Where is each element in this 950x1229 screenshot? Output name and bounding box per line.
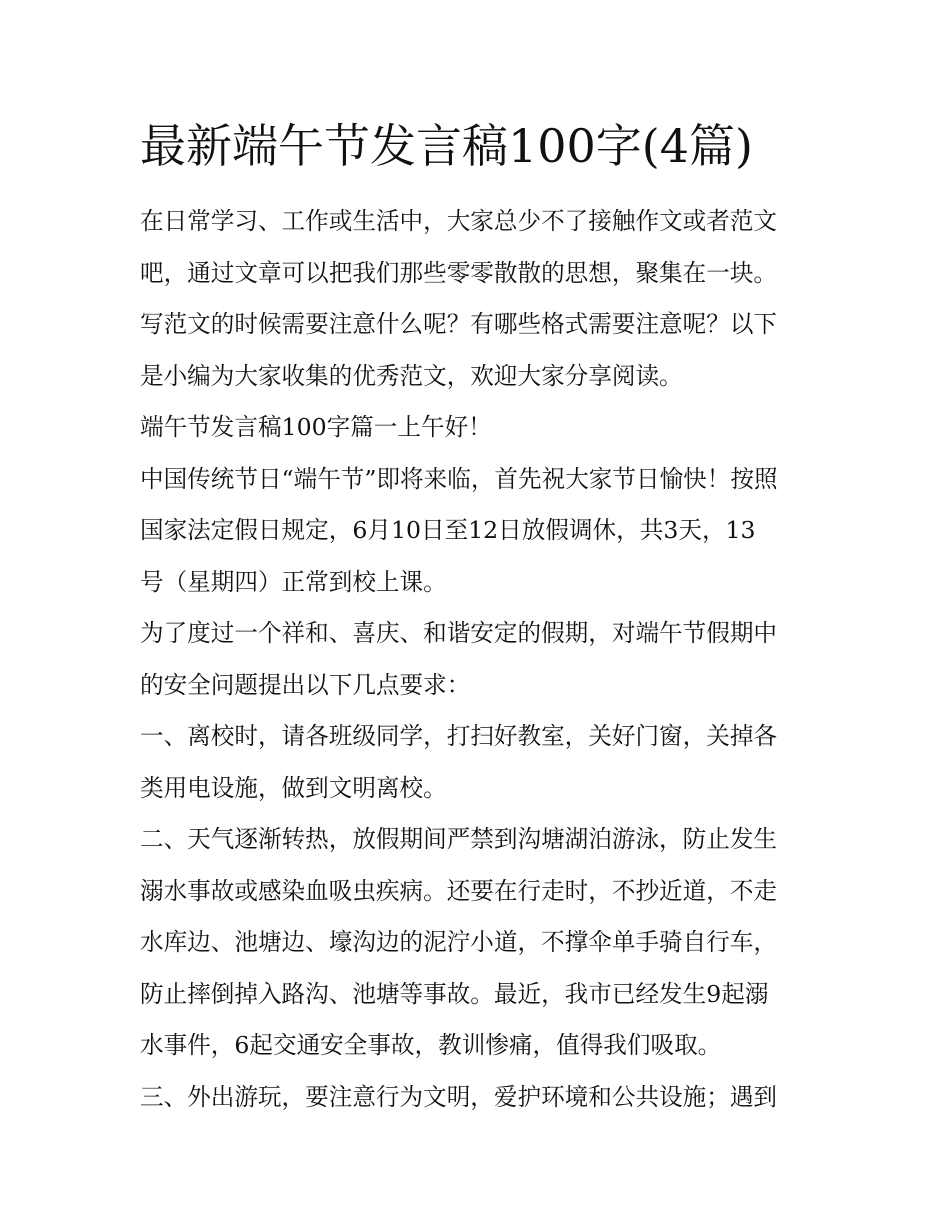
paragraph-line: 吧，通过文章可以把我们那些零零散散的思想，聚集在一块。 <box>140 258 778 287</box>
paragraph-line: 水库边、池塘边、壕沟边的泥泞小道，不撑伞单手骑自行车， <box>140 928 778 956</box>
paragraph-line: 为了度过一个祥和、喜庆、和谐安定的假期，对端午节假期中 <box>140 619 778 647</box>
paragraph-line: 防止摔倒掉入路沟、池塘等事故。最近，我市已经发生9起溺 <box>140 979 769 1008</box>
paragraph-line: 水事件，6起交通安全事故，教训惨痛，值得我们吸取。 <box>140 1031 722 1059</box>
paragraph-line: 二、天气逐渐转热，放假期间严禁到沟塘湖泊游泳，防止发生 <box>140 825 778 853</box>
document-title: 最新端午节发言稿100字(4篇) <box>140 119 753 173</box>
paragraph-line: 号（星期四）正常到校上课。 <box>140 567 447 596</box>
document-body <box>140 196 820 1123</box>
paragraph-line: 的安全问题提出以下几点要求： <box>140 670 471 699</box>
paragraph-line: 类用电设施，做到文明离校。 <box>140 773 447 802</box>
paragraph-line: 是小编为大家收集的优秀范文，欢迎大家分享阅读。 <box>140 361 683 390</box>
paragraph-line: 中国传统节日“端午节”即将来临，首先祝大家节日愉快！按照 <box>140 464 778 493</box>
paragraph-line: 三、外出游玩，要注意行为文明，爱护环境和公共设施；遇到 <box>140 1082 778 1111</box>
paragraph-line: 写范文的时候需要注意什么呢？有哪些格式需要注意呢？以下 <box>140 310 778 338</box>
paragraph-line: 在日常学习、工作或生活中，大家总少不了接触作文或者范文 <box>140 207 778 235</box>
section-heading-line: 端午节发言稿100字篇一上午好！ <box>140 413 492 441</box>
paragraph-line: 一、离校时，请各班级同学，打扫好教室，关好门窗，关掉各 <box>140 722 778 750</box>
paragraph-line: 溺水事故或感染血吸虫疾病。还要在行走时，不抄近道，不走 <box>140 876 778 905</box>
paragraph-line: 国家法定假日规定，6月10日至12日放假调休，共3天，13 <box>140 516 756 544</box>
